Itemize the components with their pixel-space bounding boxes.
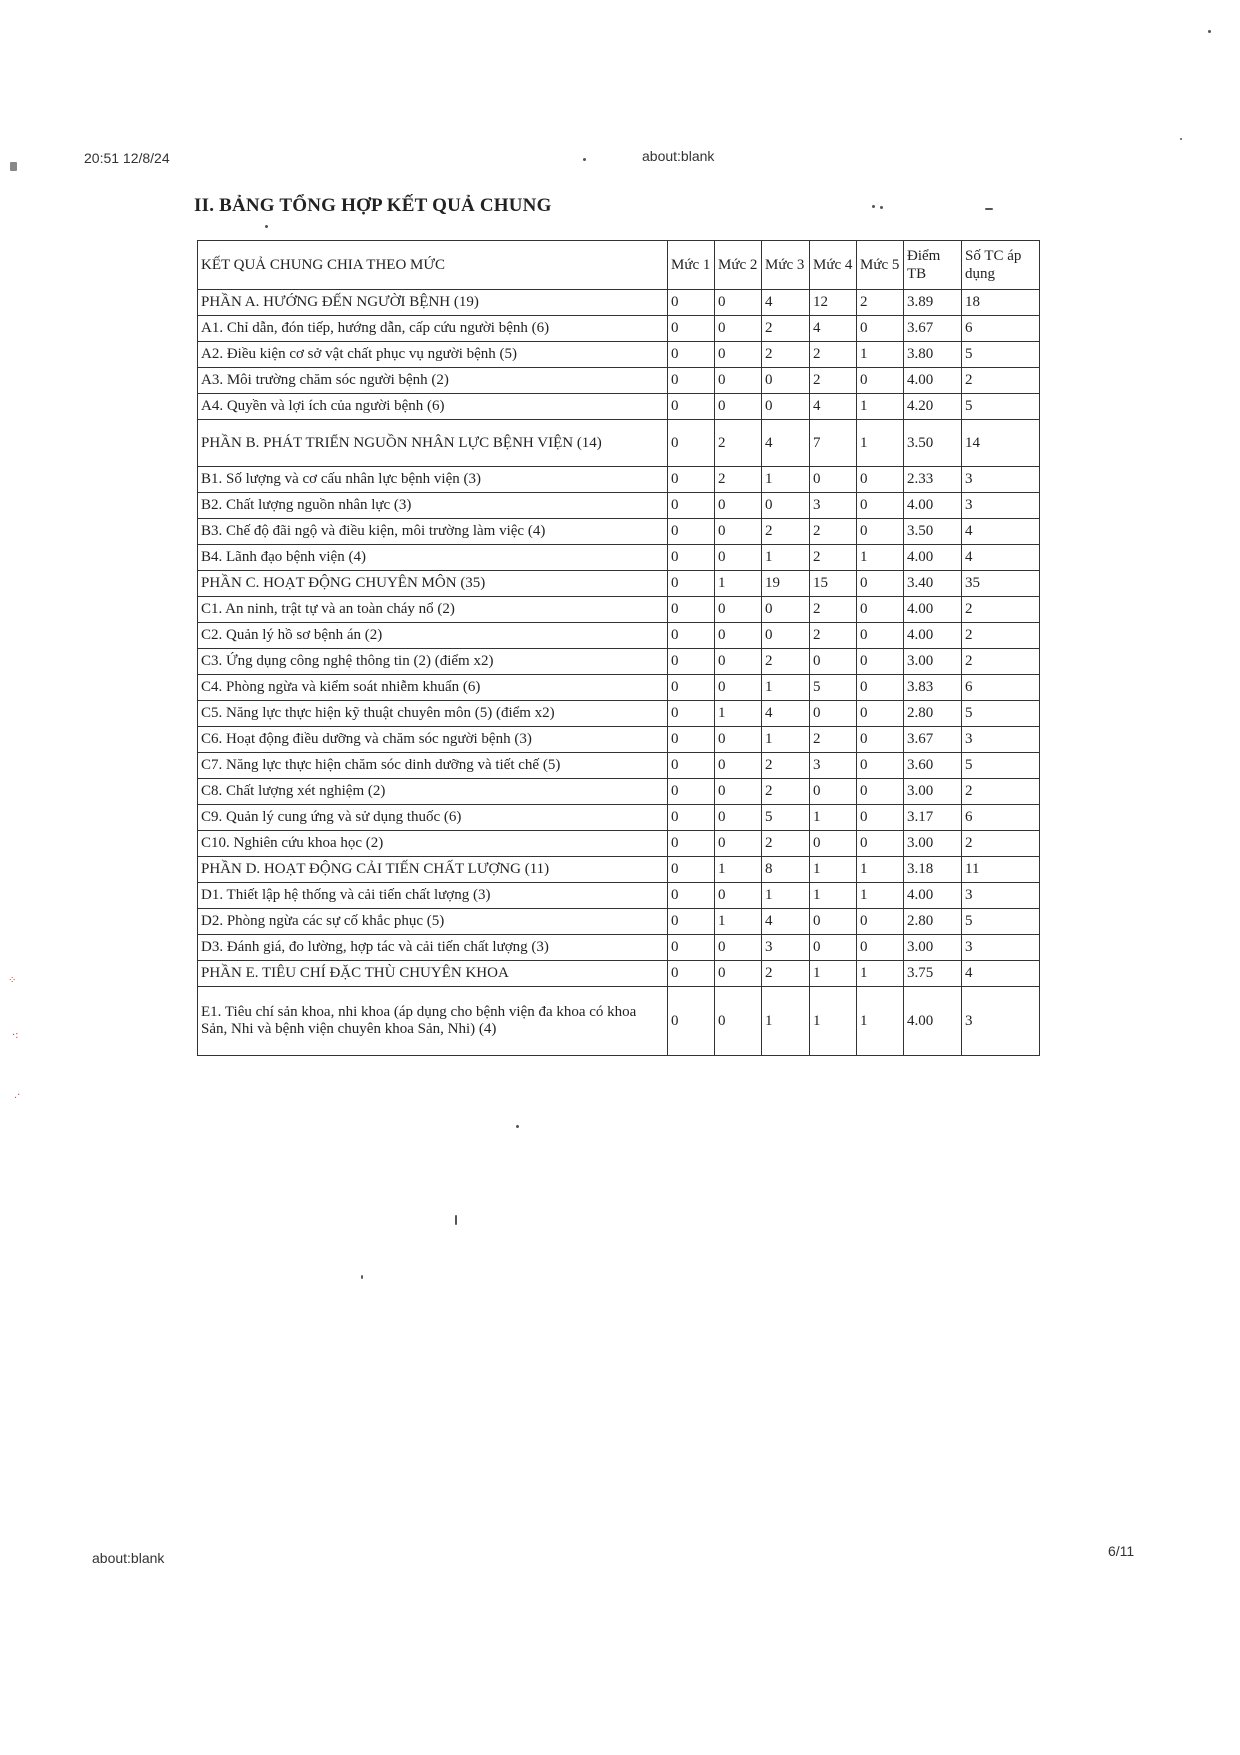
cell-avg-score: 3.75 [904,961,962,987]
cell-level-4: 2 [810,597,857,623]
cell-avg-score: 3.67 [904,727,962,753]
cell-level-1: 0 [668,467,715,493]
cell-criteria-count: 2 [962,597,1040,623]
cell-level-2: 0 [715,675,762,701]
cell-level-4: 2 [810,623,857,649]
cell-level-3: 0 [762,623,810,649]
cell-level-2: 1 [715,701,762,727]
cell-avg-score: 2.80 [904,701,962,727]
cell-level-4: 0 [810,909,857,935]
cell-level-3: 2 [762,649,810,675]
cell-level-2: 0 [715,290,762,316]
cell-level-4: 2 [810,519,857,545]
cell-level-4: 7 [810,420,857,467]
cell-level-5: 1 [857,342,904,368]
row-label: D3. Đánh giá, đo lường, hợp tác và cải tiến chất lượng (3) [198,935,668,961]
cell-criteria-count: 2 [962,368,1040,394]
row-label: C9. Quản lý cung ứng và sử dụng thuốc (6) [198,805,668,831]
cell-level-3: 1 [762,467,810,493]
cell-criteria-count: 6 [962,805,1040,831]
cell-level-4: 12 [810,290,857,316]
cell-level-4: 0 [810,467,857,493]
cell-level-5: 0 [857,571,904,597]
cell-level-5: 0 [857,701,904,727]
cell-criteria-count: 4 [962,545,1040,571]
cell-level-2: 2 [715,420,762,467]
row-label: C10. Nghiên cứu khoa học (2) [198,831,668,857]
table-row [198,909,1040,935]
cell-level-5: 1 [857,420,904,467]
cell-level-2: 1 [715,571,762,597]
row-label: PHẦN D. HOẠT ĐỘNG CẢI TIẾN CHẤT LƯỢNG (11) [198,857,668,883]
row-label: C4. Phòng ngừa và kiểm soát nhiễm khuẩn (6) [198,675,668,701]
cell-criteria-count: 2 [962,831,1040,857]
cell-level-1: 0 [668,779,715,805]
cell-level-1: 0 [668,519,715,545]
table-row [198,649,1040,675]
cell-criteria-count: 3 [962,467,1040,493]
col-header-criteria: KẾT QUẢ CHUNG CHIA THEO MỨC [198,241,668,290]
cell-level-2: 0 [715,935,762,961]
table-row [198,519,1040,545]
table-row [198,961,1040,987]
cell-avg-score: 4.00 [904,883,962,909]
cell-avg-score: 3.00 [904,649,962,675]
cell-level-4: 0 [810,831,857,857]
section-title: II. BẢNG TỔNG HỢP KẾT QUẢ CHUNG [194,195,552,216]
cell-avg-score: 3.40 [904,571,962,597]
cell-level-2: 0 [715,727,762,753]
cell-level-5: 0 [857,519,904,545]
cell-level-5: 1 [857,883,904,909]
cell-level-4: 2 [810,545,857,571]
cell-level-4: 1 [810,805,857,831]
cell-level-2: 0 [715,623,762,649]
cell-level-5: 0 [857,316,904,342]
cell-level-3: 4 [762,420,810,467]
cell-criteria-count: 11 [962,857,1040,883]
cell-level-5: 1 [857,961,904,987]
cell-criteria-count: 5 [962,909,1040,935]
cell-level-3: 4 [762,701,810,727]
cell-level-2: 0 [715,961,762,987]
cell-avg-score: 3.50 [904,519,962,545]
cell-level-3: 2 [762,519,810,545]
cell-level-2: 0 [715,545,762,571]
table-row [198,805,1040,831]
cell-level-1: 0 [668,571,715,597]
cell-level-3: 2 [762,961,810,987]
table-row [198,623,1040,649]
table-row [198,935,1040,961]
cell-level-4: 4 [810,394,857,420]
cell-level-4: 1 [810,857,857,883]
cell-level-3: 1 [762,675,810,701]
cell-level-2: 0 [715,805,762,831]
row-label: C8. Chất lượng xét nghiệm (2) [198,779,668,805]
scan-speck [10,162,17,171]
row-label: C1. An ninh, trật tự và an toàn cháy nổ (2) [198,597,668,623]
row-label: A3. Môi trường chăm sóc người bệnh (2) [198,368,668,394]
cell-level-5: 0 [857,467,904,493]
row-label: E1. Tiêu chí sản khoa, nhi khoa (áp dụng cho bệnh viện đa khoa có khoa Sản, Nhi và bệnh viện chuyên khoa Sản, Nhi) (4) [198,987,668,1056]
cell-level-3: 5 [762,805,810,831]
cell-criteria-count: 6 [962,316,1040,342]
table-row [198,467,1040,493]
row-label: D2. Phòng ngừa các sự cố khắc phục (5) [198,909,668,935]
cell-level-3: 2 [762,831,810,857]
cell-avg-score: 2.33 [904,467,962,493]
cell-criteria-count: 5 [962,753,1040,779]
scan-speck [1208,30,1211,33]
cell-level-4: 1 [810,961,857,987]
table-row [198,753,1040,779]
cell-level-4: 1 [810,987,857,1056]
row-label: PHẦN C. HOẠT ĐỘNG CHUYÊN MÔN (35) [198,571,668,597]
table-row [198,394,1040,420]
cell-level-3: 1 [762,987,810,1056]
cell-level-1: 0 [668,831,715,857]
cell-level-5: 0 [857,675,904,701]
cell-level-2: 0 [715,779,762,805]
cell-level-5: 0 [857,779,904,805]
cell-level-2: 0 [715,394,762,420]
cell-level-3: 0 [762,597,810,623]
cell-criteria-count: 5 [962,394,1040,420]
cell-level-4: 1 [810,883,857,909]
footer-url: about:blank [92,1550,165,1566]
cell-criteria-count: 3 [962,883,1040,909]
col-header-level-4: Mức 4 [810,241,857,290]
cell-level-5: 1 [857,857,904,883]
table-row [198,675,1040,701]
cell-level-1: 0 [668,701,715,727]
cell-level-3: 1 [762,545,810,571]
cell-level-3: 19 [762,571,810,597]
cell-level-5: 0 [857,727,904,753]
cell-criteria-count: 3 [962,727,1040,753]
cell-avg-score: 3.60 [904,753,962,779]
table-row [198,545,1040,571]
cell-avg-score: 4.00 [904,987,962,1056]
table-row [198,493,1040,519]
cell-avg-score: 3.50 [904,420,962,467]
cell-level-4: 3 [810,493,857,519]
cell-level-1: 0 [668,909,715,935]
row-label: C7. Năng lực thực hiện chăm sóc dinh dưỡng và tiết chế (5) [198,753,668,779]
cell-avg-score: 3.83 [904,675,962,701]
table-row [198,290,1040,316]
print-url: about:blank [642,148,715,164]
scan-speck [880,206,883,209]
col-header-level-5: Mức 5 [857,241,904,290]
cell-level-2: 0 [715,649,762,675]
cell-level-2: 0 [715,883,762,909]
scan-speck [516,1125,519,1128]
table-header-row [198,241,1040,290]
scan-speck [1180,138,1182,140]
cell-level-3: 8 [762,857,810,883]
row-label: A2. Điều kiện cơ sở vật chất phục vụ người bệnh (5) [198,342,668,368]
table-row [198,368,1040,394]
cell-criteria-count: 3 [962,935,1040,961]
cell-level-2: 0 [715,342,762,368]
cell-level-1: 0 [668,727,715,753]
cell-level-4: 0 [810,779,857,805]
cell-criteria-count: 3 [962,987,1040,1056]
table-row [198,987,1040,1056]
row-label: PHẦN B. PHÁT TRIỂN NGUỒN NHÂN LỰC BỆNH VIỆN (14) [198,420,668,467]
scan-speck [265,225,268,228]
cell-level-1: 0 [668,675,715,701]
cell-criteria-count: 5 [962,342,1040,368]
table-row [198,420,1040,467]
row-label: B2. Chất lượng nguồn nhân lực (3) [198,493,668,519]
cell-level-1: 0 [668,883,715,909]
cell-level-3: 1 [762,727,810,753]
cell-level-2: 0 [715,493,762,519]
cell-level-3: 2 [762,316,810,342]
cell-level-2: 0 [715,316,762,342]
row-label: D1. Thiết lập hệ thống và cải tiến chất lượng (3) [198,883,668,909]
cell-avg-score: 3.89 [904,290,962,316]
cell-level-2: 0 [715,597,762,623]
row-label: A4. Quyền và lợi ích của người bệnh (6) [198,394,668,420]
cell-level-5: 0 [857,753,904,779]
cell-level-5: 0 [857,493,904,519]
cell-level-3: 4 [762,290,810,316]
cell-level-5: 1 [857,987,904,1056]
row-label: B4. Lãnh đạo bệnh viện (4) [198,545,668,571]
cell-avg-score: 4.00 [904,545,962,571]
scan-mark: ⁘ [8,975,17,986]
cell-level-5: 1 [857,394,904,420]
cell-level-4: 0 [810,935,857,961]
cell-level-1: 0 [668,545,715,571]
cell-criteria-count: 2 [962,649,1040,675]
cell-level-3: 2 [762,779,810,805]
cell-criteria-count: 35 [962,571,1040,597]
cell-level-1: 0 [668,290,715,316]
row-label: B1. Số lượng và cơ cấu nhân lực bệnh viện (3) [198,467,668,493]
cell-level-1: 0 [668,316,715,342]
cell-level-4: 0 [810,649,857,675]
cell-level-3: 3 [762,935,810,961]
cell-avg-score: 3.00 [904,935,962,961]
cell-level-5: 0 [857,623,904,649]
row-label: B3. Chế độ đãi ngộ và điều kiện, môi trường làm việc (4) [198,519,668,545]
cell-level-5: 0 [857,649,904,675]
cell-level-2: 2 [715,467,762,493]
scan-speck [361,1275,363,1279]
cell-level-1: 0 [668,623,715,649]
cell-level-4: 2 [810,727,857,753]
cell-level-2: 0 [715,519,762,545]
scan-speck [455,1215,457,1225]
scan-mark: .· [14,1090,21,1101]
cell-level-4: 2 [810,342,857,368]
page-number: 6/11 [1108,1543,1135,1559]
table-row [198,831,1040,857]
col-header-level-3: Mức 3 [762,241,810,290]
cell-level-4: 2 [810,368,857,394]
row-label: C5. Năng lực thực hiện kỹ thuật chuyên môn (5) (điểm x2) [198,701,668,727]
table-row [198,342,1040,368]
cell-level-5: 0 [857,805,904,831]
cell-level-5: 0 [857,597,904,623]
results-table [197,240,1040,1056]
col-header-avg-score: Điểm TB [904,241,962,290]
cell-criteria-count: 4 [962,961,1040,987]
row-label: PHẦN E. TIÊU CHÍ ĐẶC THÙ CHUYÊN KHOA [198,961,668,987]
cell-level-3: 4 [762,909,810,935]
cell-level-4: 5 [810,675,857,701]
cell-level-4: 15 [810,571,857,597]
cell-avg-score: 3.80 [904,342,962,368]
row-label: C6. Hoạt động điều dưỡng và chăm sóc người bệnh (3) [198,727,668,753]
cell-level-2: 0 [715,831,762,857]
cell-level-3: 0 [762,394,810,420]
cell-avg-score: 3.00 [904,831,962,857]
cell-level-1: 0 [668,420,715,467]
cell-avg-score: 4.00 [904,597,962,623]
table-row [198,727,1040,753]
cell-level-4: 4 [810,316,857,342]
cell-criteria-count: 4 [962,519,1040,545]
cell-level-1: 0 [668,597,715,623]
row-label: A1. Chỉ dẫn, đón tiếp, hướng dẫn, cấp cứu người bệnh (6) [198,316,668,342]
cell-level-2: 0 [715,987,762,1056]
table-row [198,701,1040,727]
cell-criteria-count: 14 [962,420,1040,467]
cell-level-4: 0 [810,701,857,727]
table-row [198,857,1040,883]
cell-level-5: 0 [857,909,904,935]
cell-avg-score: 3.18 [904,857,962,883]
cell-level-1: 0 [668,368,715,394]
cell-avg-score: 4.20 [904,394,962,420]
cell-level-3: 2 [762,342,810,368]
cell-level-1: 0 [668,987,715,1056]
cell-level-4: 3 [810,753,857,779]
cell-level-1: 0 [668,753,715,779]
cell-level-1: 0 [668,394,715,420]
scan-speck [583,158,586,161]
cell-avg-score: 3.00 [904,779,962,805]
cell-avg-score: 4.00 [904,493,962,519]
scan-speck [985,208,993,210]
table-row [198,571,1040,597]
row-label: C2. Quản lý hồ sơ bệnh án (2) [198,623,668,649]
cell-level-3: 0 [762,368,810,394]
cell-avg-score: 3.67 [904,316,962,342]
col-header-level-1: Mức 1 [668,241,715,290]
cell-criteria-count: 2 [962,623,1040,649]
table-row [198,883,1040,909]
cell-criteria-count: 6 [962,675,1040,701]
cell-avg-score: 3.17 [904,805,962,831]
cell-level-1: 0 [668,493,715,519]
cell-avg-score: 4.00 [904,368,962,394]
row-label: C3. Ứng dụng công nghệ thông tin (2) (điểm x2) [198,649,668,675]
cell-criteria-count: 5 [962,701,1040,727]
col-header-level-2: Mức 2 [715,241,762,290]
row-label: PHẦN A. HƯỚNG ĐẾN NGƯỜI BỆNH (19) [198,290,668,316]
cell-level-1: 0 [668,961,715,987]
cell-level-5: 0 [857,935,904,961]
cell-level-3: 1 [762,883,810,909]
cell-level-5: 0 [857,368,904,394]
table-row [198,316,1040,342]
cell-level-3: 0 [762,493,810,519]
cell-level-1: 0 [668,342,715,368]
col-header-criteria-count: Số TC áp dụng [962,241,1040,290]
cell-level-1: 0 [668,935,715,961]
cell-criteria-count: 18 [962,290,1040,316]
scan-mark: ·: [12,1030,19,1041]
scan-speck [872,205,875,208]
table-row [198,779,1040,805]
cell-criteria-count: 3 [962,493,1040,519]
cell-level-5: 0 [857,831,904,857]
cell-level-5: 1 [857,545,904,571]
cell-avg-score: 2.80 [904,909,962,935]
cell-avg-score: 4.00 [904,623,962,649]
cell-level-2: 1 [715,857,762,883]
cell-level-1: 0 [668,857,715,883]
cell-level-2: 0 [715,753,762,779]
cell-level-2: 0 [715,368,762,394]
cell-level-3: 2 [762,753,810,779]
cell-level-5: 2 [857,290,904,316]
cell-level-2: 1 [715,909,762,935]
cell-level-1: 0 [668,805,715,831]
print-timestamp: 20:51 12/8/24 [84,150,170,166]
cell-criteria-count: 2 [962,779,1040,805]
cell-level-1: 0 [668,649,715,675]
table-row [198,597,1040,623]
